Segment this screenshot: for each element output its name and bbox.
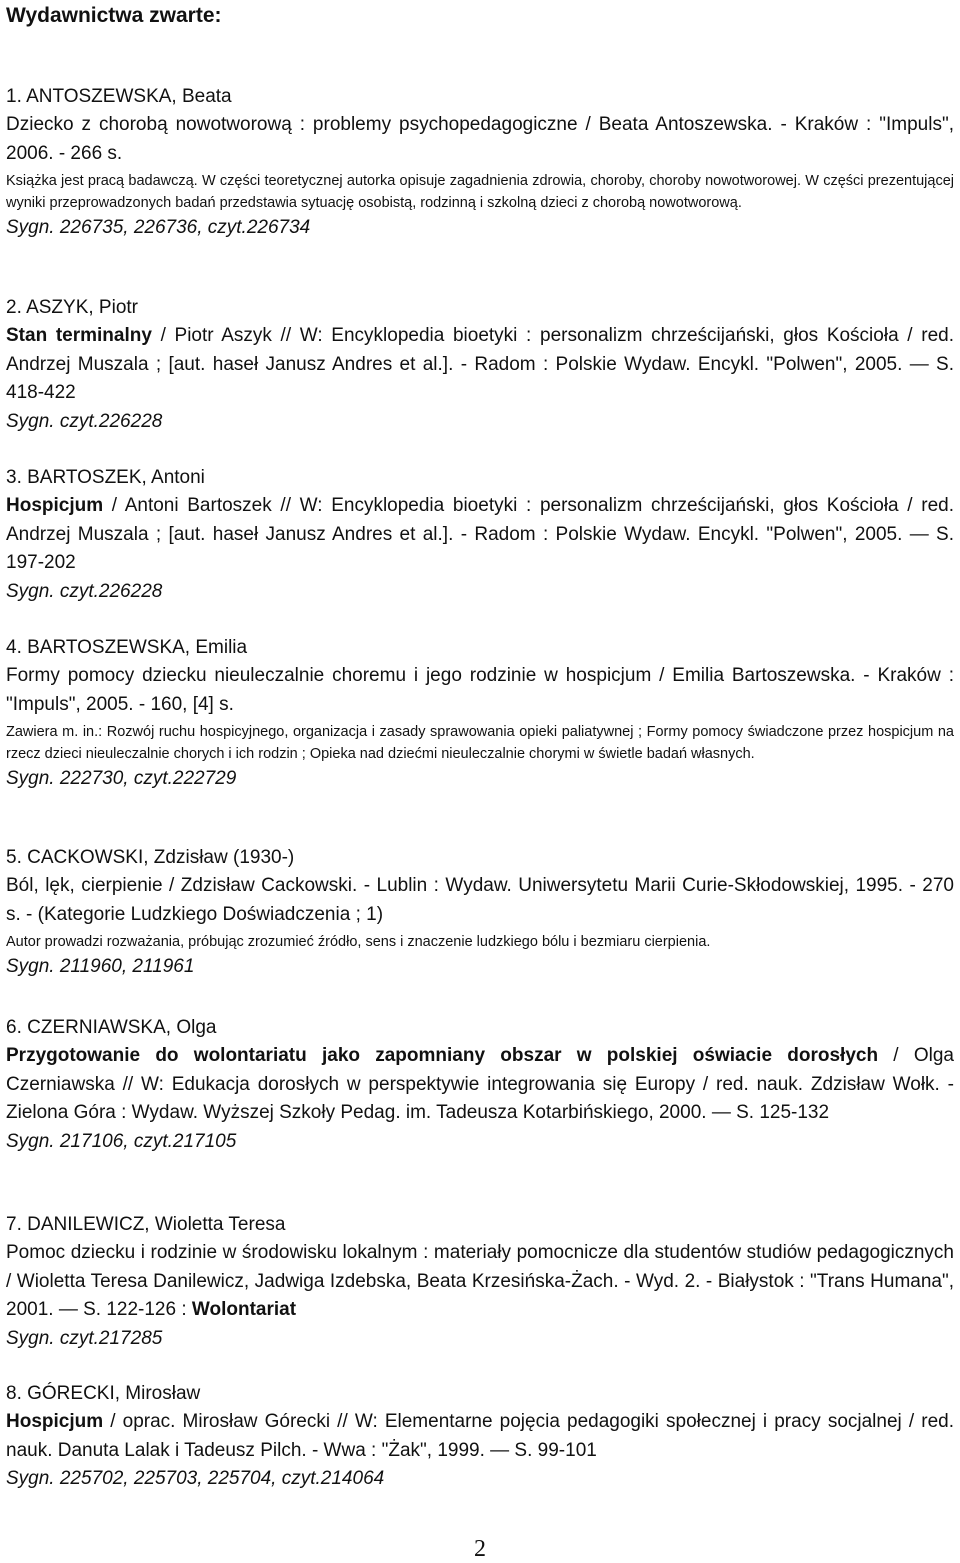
entry-title: Hospicjum bbox=[6, 1411, 104, 1432]
entry-description: Formy pomocy dziecku nieuleczalnie choremu i jego rodzinie w hospicjum / Emilia Bartoszewska. - Kraków : "Impuls", 2005. - 160, [4] s. bbox=[6, 665, 954, 715]
entry-author: 8. GÓRECKI, Mirosław bbox=[6, 1383, 201, 1404]
entry-annotation: Zawiera m. in.: Rozwój ruchu hospicyjnego, organizacja i zasady sprawowania opieki paliatywnej ; Formy pomocy świadczone przez hospicjum na rzecz dzieci nieuleczalnie chorych i ich rodzin ; Opieka nad dziećmi nieuleczalnie chorymi w świetle badań własnych. bbox=[6, 724, 954, 762]
entry-author: 6. CZERNIAWSKA, Olga bbox=[6, 1017, 217, 1038]
entry-description bbox=[6, 1042, 954, 1128]
entry-description bbox=[6, 1239, 954, 1325]
page-number: 2 bbox=[474, 1536, 486, 1562]
bibliography-entry bbox=[6, 464, 954, 606]
entry-shelfmark: Sygn. czyt.217285 bbox=[6, 1327, 163, 1349]
entry-shelfmark: Sygn. czyt.226228 bbox=[6, 410, 163, 432]
section-heading: Wydawnictwa zwarte: bbox=[6, 4, 222, 27]
entry-annotation: Książka jest pracą badawczą. W części teoretycznej autorka opisuje zagadnienia zdrowia, choroby, choroby nowotworowej. W części prezentującej wyniki przeprowadzonych badań przedstawia sytuację osobistą, rodzinną i szkolną dzieci z chorobą nowotworową. bbox=[6, 173, 954, 211]
entry-author: 5. CACKOWSKI, Zdzisław (1930-) bbox=[6, 847, 295, 868]
bibliography-entry bbox=[6, 844, 954, 981]
entry-annotation: Autor prowadzi rozważania, próbując zrozumieć źródło, sens i znaczenie ludzkiego bólu i bezmiaru cierpienia. bbox=[6, 934, 711, 950]
entry-shelfmark: Sygn. 222730, czyt.222729 bbox=[6, 768, 237, 789]
entry-description bbox=[6, 322, 954, 408]
entry-author: 1. ANTOSZEWSKA, Beata bbox=[6, 86, 232, 107]
entry-shelfmark: Sygn. 225702, 225703, 225704, czyt.214064 bbox=[6, 1468, 385, 1489]
entry-shelfmark: Sygn. 226735, 226736, czyt.226734 bbox=[6, 217, 311, 238]
entry-description: Ból, lęk, cierpienie / Zdzisław Cackowski. - Lublin : Wydaw. Uniwersytetu Marii Curie-Skłodowskiej, 1995. - 270 s. - (Kategorie Ludzkiego Doświadczenia ; 1) bbox=[6, 875, 954, 925]
bibliography-entry bbox=[6, 83, 954, 242]
entry-details: Pomoc dziecku i rodzinie w środowisku lokalnym : materiały pomocnicze dla studentów studiów pedagogicznych / Wioletta Teresa Danilewicz, Jadwiga Izdebska, Beata Krzesińska-Żach. - Wyd. 2. - Białystok : "Trans Humana", 2001. — S. 122-126 : bbox=[6, 1242, 954, 1320]
entry-shelfmark: Sygn. 211960, 211961 bbox=[6, 956, 195, 977]
entry-title: Przygotowanie do wolontariatu jako zapomniany obszar w polskiej oświacie dorosłych bbox=[6, 1045, 879, 1066]
entry-title: Hospicjum bbox=[6, 495, 104, 516]
entry-description bbox=[6, 492, 954, 578]
bibliography-entry bbox=[6, 294, 954, 436]
bibliography-entry bbox=[6, 1014, 954, 1156]
entry-details: / Piotr Aszyk // W: Encyklopedia bioetyki : personalizm chrześcijański, głos Kościoła / red. Andrzej Muszala ; [aut. haseł Janusz Andres et al.]. - Radom : Polskie Wydaw. Encykl. "Polwen", 2005. — S. 418-422 bbox=[6, 325, 954, 403]
entry-description: Dziecko z chorobą nowotworową : problemy psychopedagogiczne / Beata Antoszewska. - Kraków : "Impuls", 2006. - 266 s. bbox=[6, 114, 954, 164]
entry-author: 3. BARTOSZEK, Antoni bbox=[6, 467, 205, 488]
entry-author: 7. DANILEWICZ, Wioletta Teresa bbox=[6, 1214, 286, 1235]
entry-shelfmark: Sygn. 217106, czyt.217105 bbox=[6, 1130, 237, 1152]
entry-details: / Olga Czerniawska // W: Edukacja dorosłych w perspektywie integrowania się Europy / red. nauk. Zdzisław Wołk. - Zielona Góra : Wydaw. Wyższej Szkoły Pedag. im. Tadeusza Kotarbińskiego, 2000. — S. 125-132 bbox=[6, 1045, 954, 1123]
entry-title: Stan terminalny bbox=[6, 325, 152, 346]
entry-author: 2. ASZYK, Piotr bbox=[6, 297, 138, 318]
entry-description bbox=[6, 1408, 954, 1465]
bibliography-entry bbox=[6, 1380, 954, 1493]
entry-details: / Antoni Bartoszek // W: Encyklopedia bioetyki : personalizm chrześcijański, głos Kościoła / red. Andrzej Muszala ; [aut. haseł Janusz Andres et al.]. - Radom : Polskie Wydaw. Encykl. "Polwen", 2005. — S. 197-202 bbox=[6, 495, 954, 573]
entry-subject: Wolontariat bbox=[191, 1299, 297, 1320]
bibliography-entry bbox=[6, 1211, 954, 1353]
entry-details: / oprac. Mirosław Górecki // W: Elementarne pojęcia pedagogiki społecznej i pracy socjalnej / red. nauk. Danuta Lalak i Tadeusz Pilch. - Wwa : "Żak", 1999. — S. 99-101 bbox=[6, 1411, 954, 1461]
entry-author: 4. BARTOSZEWSKA, Emilia bbox=[6, 637, 248, 658]
bibliography-entry bbox=[6, 634, 954, 793]
entry-shelfmark: Sygn. czyt.226228 bbox=[6, 580, 163, 602]
